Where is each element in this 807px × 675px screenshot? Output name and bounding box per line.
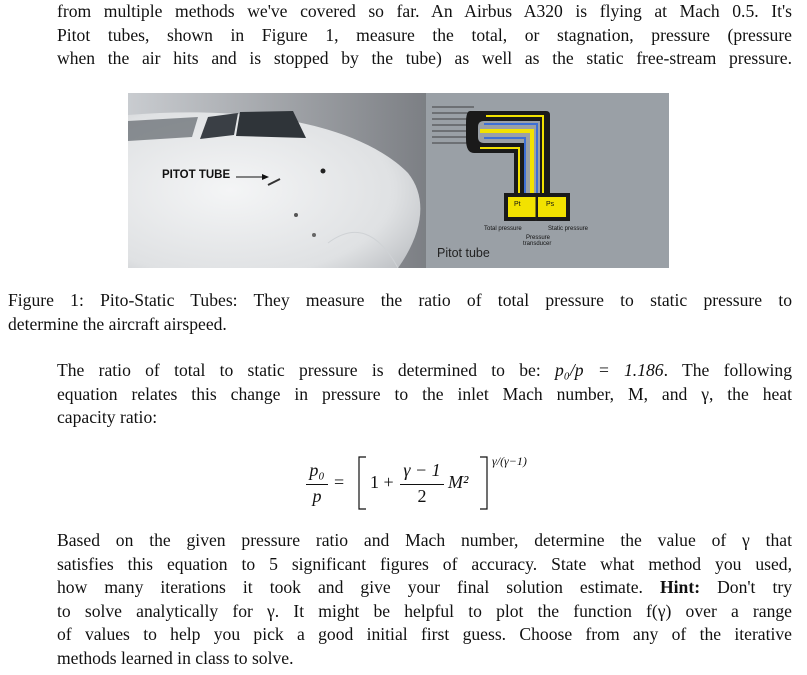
figure-1 — [128, 93, 669, 268]
airbus-nose-photo — [128, 93, 426, 268]
eq-m-term: M² — [448, 472, 469, 492]
left-bracket-icon — [356, 456, 368, 510]
eq-equals: = — [334, 472, 345, 492]
final-line-4: to solve analytically for γ. It might be helpful to plot the function f(γ) over a range — [57, 600, 792, 621]
eq-lhs-num: p₀ — [309, 460, 325, 480]
eq-inner-bar — [400, 484, 444, 485]
intro-line-2: Pitot tubes, shown in Figure 1, measure the total, or stagnation, pressure (pressure — [57, 24, 792, 45]
final-paragraph — [57, 529, 792, 670]
right-bracket-icon — [478, 456, 490, 510]
eq-lhs-den: p — [312, 486, 322, 506]
ratio-line-2: equation relates this change in pressure to the inlet Mach number, M, and γ, the heat — [57, 383, 792, 404]
final-line-3: how many iterations it took and give your final solution estimate. Hint: Don't try — [57, 577, 792, 597]
pressure-equation — [300, 456, 560, 516]
final-line-6: methods learned in class to solve. — [57, 647, 294, 668]
transducer-label-2: transducer — [523, 241, 552, 247]
intro-line-3: when the air hits and is stopped by the tube) as well as the static free-stream pressure. — [57, 48, 792, 68]
ratio-line-1: The ratio of total to static pressure is determined to be: p₀/p = 1.186. The following — [57, 360, 793, 380]
eq-inner-den: 2 — [417, 486, 427, 506]
final-line-2: satisfies this equation to 5 significant figures of accuracy. State what method you used, — [57, 553, 792, 574]
pitot-tube-caption: Pitot tube — [437, 246, 490, 260]
intro-line-1: from multiple methods we've covered so far. An Airbus A320 is flying at Mach 0.5. It's — [57, 1, 792, 21]
pitot-tube-diagram — [426, 93, 669, 268]
transducer-label-1: Pressure — [526, 235, 551, 241]
total-pressure-label: Total pressure — [484, 226, 522, 232]
pt-label: Pt — [514, 201, 521, 208]
eq-exponent: γ/(γ−1) — [492, 454, 527, 468]
caption-line-1: Figure 1: Pito-Static Tubes: They measure the ratio of total pressure to static pressure to — [8, 290, 792, 310]
static-pressure-label: Static pressure — [548, 226, 589, 232]
eq-lhs-bar — [306, 484, 328, 485]
hint-label: Hint: — [659, 577, 701, 597]
ratio-paragraph — [57, 359, 792, 430]
eq-inner-num: γ − 1 — [403, 460, 441, 480]
ratio-value: p₀/p = 1.186 — [555, 360, 664, 380]
intro-paragraph — [57, 0, 792, 71]
ps-label: Ps — [546, 201, 555, 208]
figure-caption — [8, 289, 792, 336]
caption-line-2: determine the aircraft airspeed. — [8, 313, 227, 334]
pitot-arrow-icon — [236, 172, 270, 182]
pitot-tube-photo-label: PITOT TUBE — [162, 169, 231, 181]
final-line-5: of values to help you pick a good initial first guess. Choose from any of the iterative — [57, 624, 792, 644]
eq-one-plus: 1 + — [370, 472, 394, 492]
ratio-line-3: capacity ratio: — [57, 407, 158, 427]
final-line-1: Based on the given pressure ratio and Mach number, determine the value of γ that — [57, 530, 792, 550]
